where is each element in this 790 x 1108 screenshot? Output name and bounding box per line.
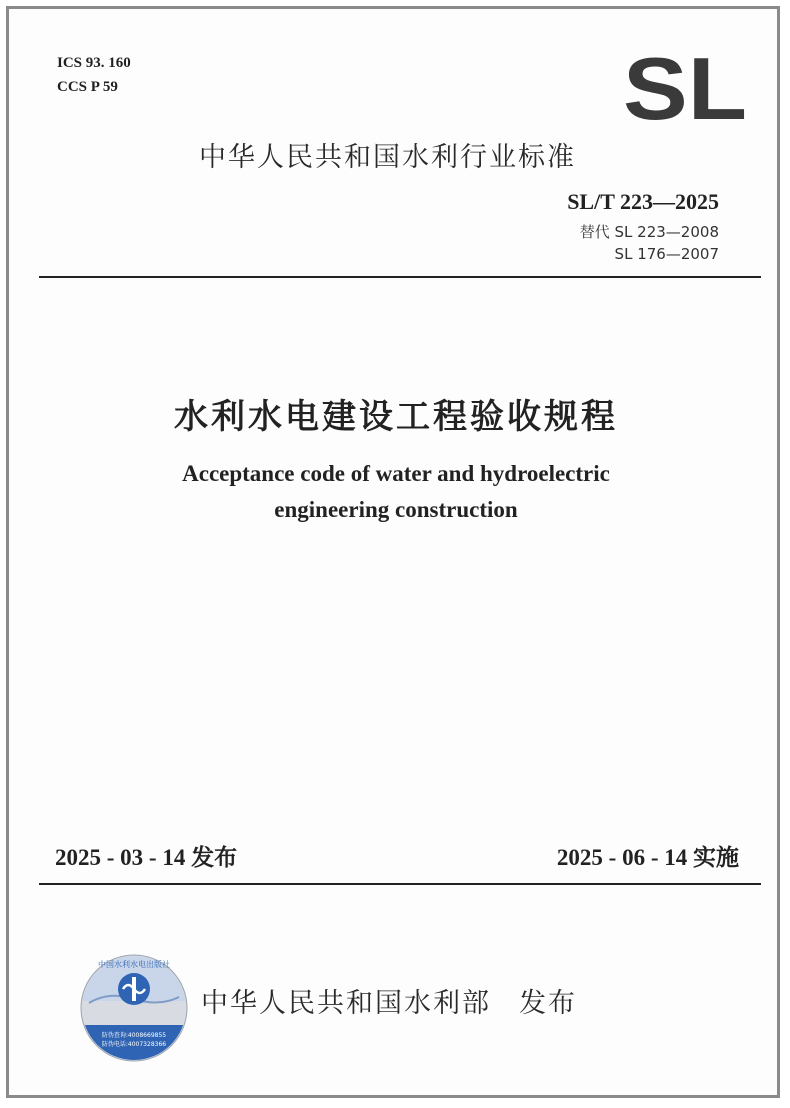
seal-text-publisher: 中国水利水电出版社 (98, 960, 170, 969)
top-divider (39, 276, 761, 278)
bottom-divider (39, 883, 761, 885)
effective-date-block (557, 839, 739, 872)
industry-standard-heading: 中华人民共和国水利行业标准 (199, 142, 576, 173)
issue-label: 发布 (191, 845, 238, 871)
effective-label: 实施 (693, 845, 739, 871)
replaces-line-1: 替代 SL 223—2008 (579, 223, 719, 241)
publisher-line (201, 981, 577, 1020)
title-english-line-2: engineering construction (274, 497, 518, 522)
issue-date: 2025 - 03 - 14 (55, 845, 186, 870)
title-english (9, 456, 783, 528)
sl-logo (621, 49, 749, 125)
publisher-action: 发布 (519, 988, 577, 1019)
anti-counterfeit-seal-icon (79, 953, 189, 1063)
seal-text-phone: 防伪电话:4007328366 (101, 1041, 167, 1048)
title-english-line-1: Acceptance code of water and hydroelectric (182, 461, 610, 486)
standard-cover-page (6, 6, 780, 1098)
standard-number: SL/T 223—2025 (567, 189, 719, 214)
title-chinese: 水利水电建设工程验收规程 (174, 397, 618, 437)
replaced-standards (580, 221, 719, 265)
effective-date: 2025 - 06 - 14 (556, 845, 688, 870)
classification-codes (57, 51, 131, 99)
sl-logo-text: SL (623, 49, 747, 125)
seal-text-query: 防伪查询:4008669855 (101, 1032, 167, 1039)
replaces-line-2: SL 176—2007 (614, 245, 719, 263)
ccs-code: CCS P 59 (57, 79, 118, 95)
issue-date-block (55, 839, 237, 872)
publisher-name: 中华人民共和国水利部 (201, 988, 491, 1019)
ics-code: ICS 93. 160 (57, 55, 131, 71)
